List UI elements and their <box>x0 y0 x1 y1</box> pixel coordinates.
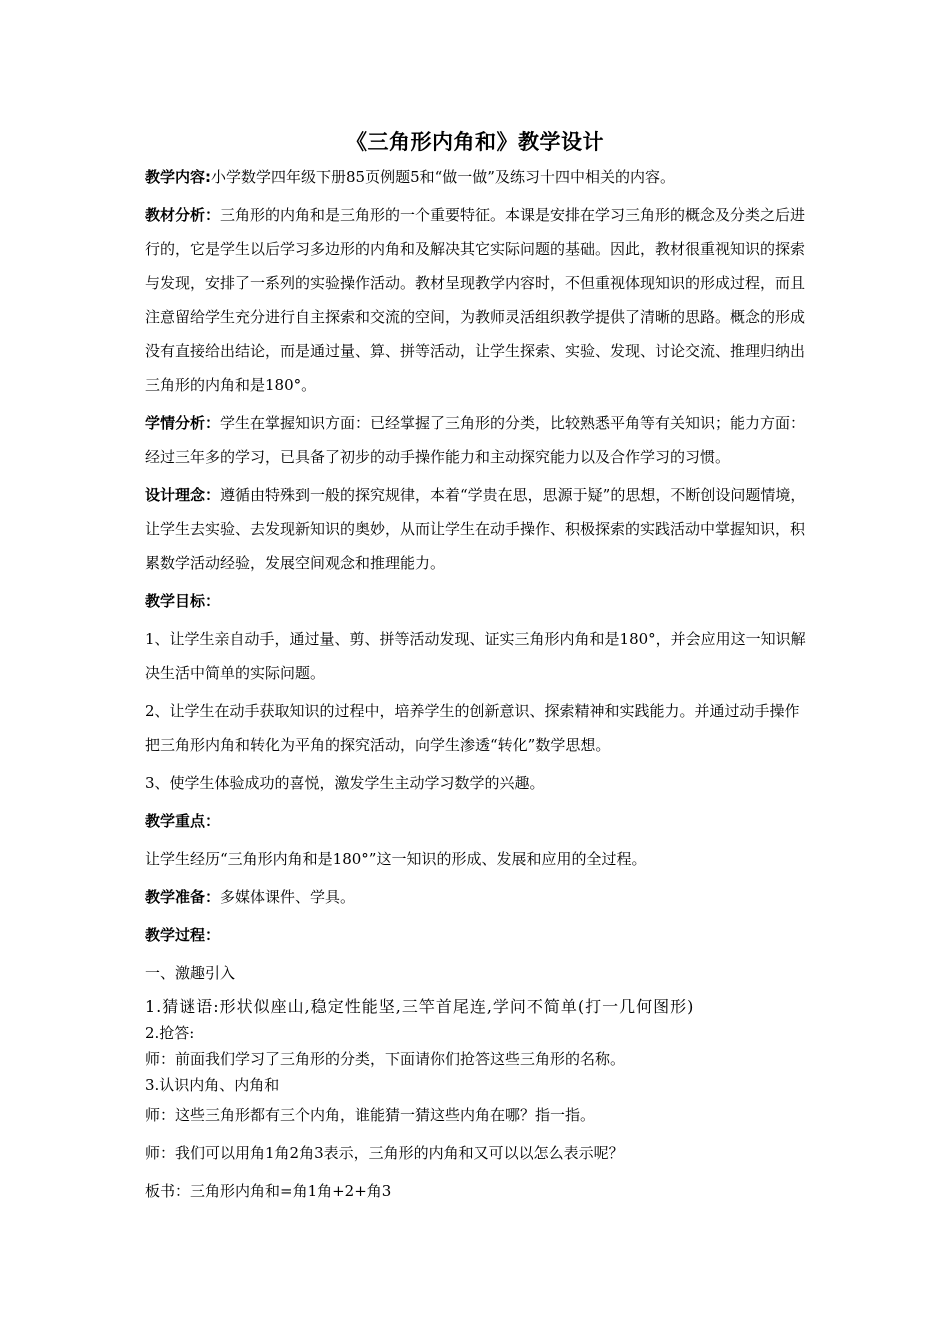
key-point-heading: 教学重点： <box>145 812 221 830</box>
analysis-label: 教材分析： <box>145 206 221 224</box>
analysis-paragraph <box>145 198 808 402</box>
concept-label: 设计理念： <box>145 486 221 504</box>
content-label: 教学内容: <box>145 168 211 186</box>
document-body <box>145 160 808 1212</box>
teacher-line-1: 师：这些三角形都有三个内角，谁能猜一猜这些内角在哪？指一指。 <box>145 1106 596 1124</box>
prep-label: 教学准备： <box>145 888 221 906</box>
goal-3: 3、使学生体验成功的喜悦，激发学生主动学习数学的兴趣。 <box>145 774 545 792</box>
students-text: 学生在掌握知识方面：已经掌握了三角形的分类，比较熟悉平角等有关知识；能力方面：经过三年多的学习，已具备了初步的动手操作能力和主动探究能力以及合作学习的习惯。 <box>145 414 806 466</box>
angles-heading: 3.认识内角、内角和 <box>145 1076 280 1094</box>
prep-paragraph <box>145 880 808 914</box>
key-point-text: 让学生经历“三角形内角和是180°”这一知识的形成、发展和应用的全过程。 <box>145 850 647 868</box>
goals-heading: 教学目标： <box>145 592 221 610</box>
teacher-line-2: 师：我们可以用角1角2角3表示，三角形的内角和又可以以怎么表示呢？ <box>145 1144 624 1162</box>
goal-2: 2、让学生在动手获取知识的过程中，培养学生的创新意识、探索精神和实践能力。并通过动手操作把三角形内角和转化为平角的探究活动，向学生渗透“转化”数学思想。 <box>145 702 800 754</box>
prep-text: 多媒体课件、学具。 <box>220 888 356 906</box>
concept-paragraph <box>145 478 808 580</box>
content-text: 小学数学四年级下册85页例题5和“做一做”及练习十四中相关的内容。 <box>211 168 675 186</box>
content-paragraph <box>145 160 808 194</box>
quiz-text: 师：前面我们学习了三角形的分类，下面请你们抢答这些三角形的名称。 <box>145 1050 626 1068</box>
students-paragraph <box>145 406 808 474</box>
goal-1: 1、让学生亲自动手，通过量、剪、拼等活动发现、证实三角形内角和是180°，并会应用这一知识解决生活中简单的实际问题。 <box>145 630 806 682</box>
riddle-line: 1.猜谜语:形状似座山,稳定性能坚,三竿首尾连,学问不简单(打一几何图形) <box>145 997 695 1016</box>
document-title: 《三角形内角和》教学设计 <box>346 129 604 154</box>
concept-text: 遵循由特殊到一般的探究规律，本着“学贵在思，思源于疑”的思想，不断创设问题情境，让学生去实验、去发现新知识的奥妙，从而让学生在动手操作、积极探索的实践活动中掌握知识，积累数学活动经验，发展空间观念和推理能力。 <box>145 486 806 572</box>
analysis-text: 三角形的内角和是三角形的一个重要特征。本课是安排在学习三角形的概念及分类之后进行的，它是学生以后学习多边形的内角和及解决其它实际问题的基础。因此，教材很重视知识的探索与发现，安排了一系列的实验操作活动。教材呈现教学内容时，不但重视体现知识的形成过程，而且注意留给学生充分进行自主探索和交流的空间，为教师灵活组织教学提供了清晰的思路。概念的形成没有直接给出结论，而是通过量、算、拼等活动，让学生探索、实验、发现、讨论交流、推理归纳出三角形的内角和是180°。 <box>145 206 806 394</box>
students-label: 学情分析： <box>145 414 221 432</box>
process-heading: 教学过程： <box>145 926 221 944</box>
step-1-heading: 一、激趣引入 <box>145 964 236 982</box>
quiz-heading: 2.抢答: <box>145 1024 195 1042</box>
board-line: 板书：三角形内角和=角1角+2+角3 <box>145 1182 392 1200</box>
